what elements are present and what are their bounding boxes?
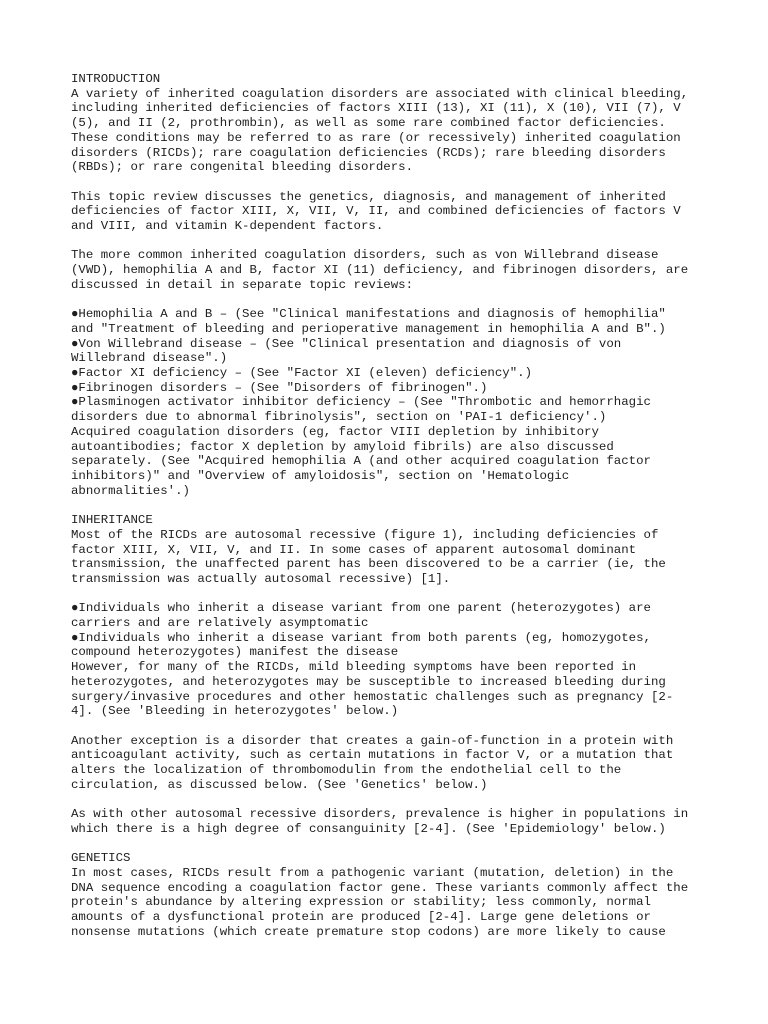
document-text: INTRODUCTION A variety of inherited coagulation disorders are associated with clinical bleeding, including inherited deficiencies of factors XIII (13), XI (11), X (10), VII (7), V (5), and II (2, prothrombin), as well as some rare combined factor deficiencies. These conditions may be referred to as rare (or recessively) inherited coagulation disorders (RICDs); rare coagulation deficiencies (RCDs); rare bleeding disorders (RBDs); or rare congenital bleeding disorders. This topic review discusses the genetics, diagnosis, and management of inherited deficiencies of factor XIII, X, VII, V, II, and combined deficiencies of factors V and VIII, and vitamin K-dependent factors. The more common inherited coagulation disorders, such as von Willebrand disease (VWD), hemophilia A and B, factor XI (11) deficiency, and fibrinogen disorders, are discussed in detail in separate topic reviews: ●Hemophilia A and B – (See "Clinical manifestations and diagnosis of hemophilia" and "Treatment of bleeding and perioperative management in hemophilia A and B".) ●Von Willebrand disease – (See "Clinical presentation and diagnosis of von Willebrand disease".) ●Factor XI deficiency – (See "Factor XI (eleven) deficiency".) ●Fibrinogen disorders – (See "Disorders of fibrinogen".) ●Plasminogen activator inhibitor deficiency – (See "Thrombotic and hemorrhagic disorders due to abnormal fibrinolysis", section on 'PAI-1 deficiency'.) Acquired coagulation disorders (eg, factor VIII depletion by inhibitory autoantibodies; factor X depletion by amyloid fibrils) are also discussed separately. (See "Acquired hemophilia A (and other acquired coagulation factor inhibitors)" and "Overview of amyloidosis", section on 'Hematologic abnormalities'.) INHERITANCE Most of the RICDs are autosomal recessive (figure 1), including deficiencies of factor XIII, X, VII, V, and II. In some cases of apparent autosomal dominant transmission, the unaffected parent has been discovered to be a carrier (ie, the transmission was actually autosomal recessive) [1]. ●Individuals who inherit a disease variant from one parent (heterozygotes) are carriers and are relatively asymptomatic ●Individuals who inherit a disease variant from both parents (eg, homozygotes, compound heterozygotes) manifest the disease However, for many of the RICDs, mild bleeding symptoms have been reported in heterozygotes, and heterozygotes may be susceptible to increased bleeding during surgery/invasive procedures and other hemostatic challenges such as pregnancy [2- 4]. (See 'Bleeding in heterozygotes' below.) Another exception is a disorder that creates a gain-of-function in a protein with anticoagulant activity, such as certain mutations in factor V, or a mutation that alters the localization of thrombomodulin from the endothelial cell to the circulation, as discussed below. (See 'Genetics' below.) As with other autosomal recessive disorders, prevalence is higher in populations in which there is a high degree of consanguinity [2-4]. (See 'Epidemiology' below.) GENETICS In most cases, RICDs result from a pathogenic variant (mutation, deletion) in the DNA sequence encoding a coagulation factor gene. These variants commonly affect the protein's abundance by altering expression or stability; less commonly, normal amounts of a dysfunctional protein are produced [2-4]. Large gene deletions or nonsense mutations (which create premature stop codons) are more likely to cause [71,72,689,939]
